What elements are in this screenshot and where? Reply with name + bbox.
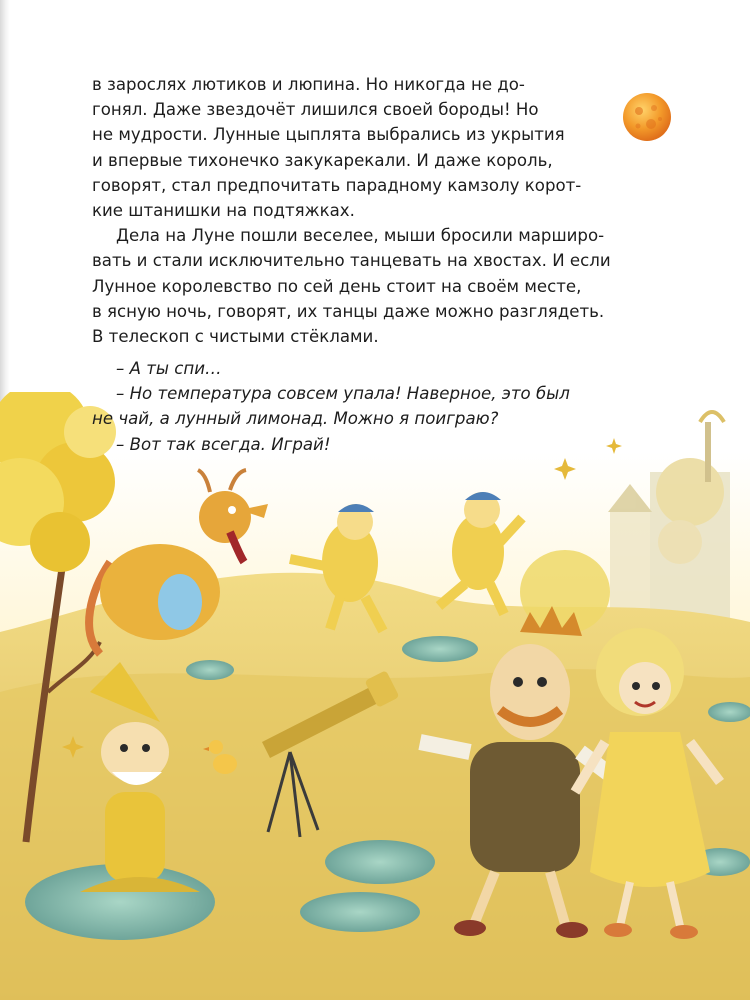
story-text bbox=[92, 72, 678, 349]
text-line: в ясную ночь, говорят, их танцы даже можно разглядеть. bbox=[92, 301, 605, 321]
dialog-line: не чай, а лунный лимонад. Можно я поиграю? bbox=[92, 409, 499, 429]
dialog-line: – Вот так всегда. Играй! bbox=[116, 434, 331, 454]
dialog-block bbox=[92, 356, 678, 457]
dialog-line: – А ты спи… bbox=[116, 359, 222, 378]
text-line: в зарослях лютиков и люпина. Но никогда не до- bbox=[92, 75, 525, 94]
text-line: не мудрости. Лунные цыплята выбрались из укрытия bbox=[92, 125, 565, 145]
text-line: кие штанишки на подтяжках. bbox=[92, 201, 355, 221]
text-line: и впервые тихонечко закукарекали. И даже король, bbox=[92, 150, 553, 170]
paragraph-1 bbox=[92, 72, 678, 223]
text-line: гонял. Даже звездочёт лишился своей бороды! Но bbox=[92, 100, 539, 120]
text-line: В телескоп с чистыми стёклами. bbox=[92, 327, 379, 347]
text-line: Дела на Луне пошли веселее, мыши бросили марширо- bbox=[116, 226, 605, 246]
text-line: говорят, стал предпочитать парадному камзолу корот- bbox=[92, 175, 582, 195]
text-line: вать и стали исключительно танцевать на хвостах. И если bbox=[92, 251, 611, 271]
dialog-line: – Но температура совсем упала! Наверное, это был bbox=[116, 384, 570, 404]
story-illustration bbox=[0, 392, 750, 1000]
paragraph-2 bbox=[92, 223, 678, 349]
text-line: Лунное королевство по сей день стоит на своём месте, bbox=[92, 276, 582, 296]
